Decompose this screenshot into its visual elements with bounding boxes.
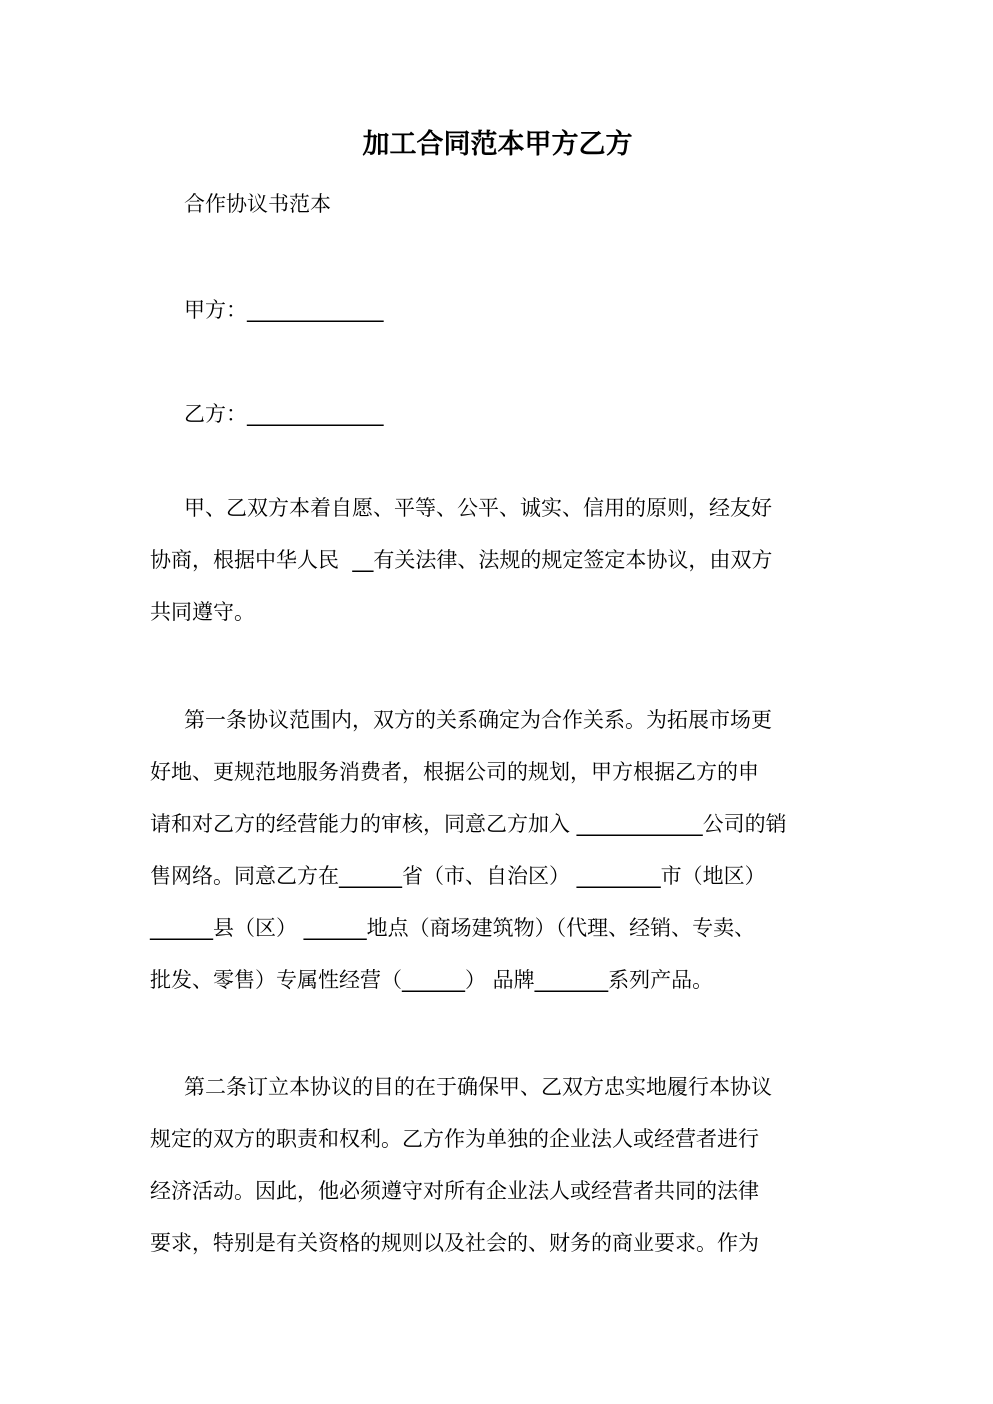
paragraph-article-2	[150, 1061, 845, 1269]
text-line: 规定的双方的职责和权利。乙方作为单独的企业法人或经营者进行	[150, 1127, 759, 1151]
document-subtitle: 合作协议书范本	[184, 192, 331, 216]
party-a-blank-line: 甲方：_____________	[184, 298, 384, 322]
text-line: 经济活动。因此，他必须遵守对所有企业法人或经营者共同的法律	[150, 1179, 759, 1203]
document-title: 加工合同范本甲方乙方	[362, 129, 633, 160]
text-line: 批发、零售）专属性经营（______） 品牌_______系列产品。	[150, 968, 714, 992]
text-line: 售网络。同意乙方在______省（市、自治区） ________市（地区）	[150, 864, 766, 888]
paragraph-preamble	[150, 482, 845, 638]
party-b-blank-line: 乙方：_____________	[184, 402, 384, 426]
paragraph-article-1	[150, 694, 845, 1006]
text-line: 好地、更规范地服务消费者，根据公司的规划，甲方根据乙方的申	[150, 760, 759, 784]
text-line: 请和对乙方的经营能力的审核，同意乙方加入 ____________公司的销	[150, 812, 787, 836]
text-line: 第一条协议范围内，双方的关系确定为合作关系。为拓展市场更	[184, 708, 772, 732]
text-line: 协商，根据中华人民 __有关法律、法规的规定签定本协议，由双方	[150, 548, 773, 572]
text-line: 要求，特别是有关资格的规则以及社会的、财务的商业要求。作为	[150, 1231, 759, 1255]
text-line: 共同遵守。	[150, 600, 255, 624]
text-line: ______县（区） ______地点（商场建筑物）（代理、经销、专卖、	[150, 916, 756, 940]
text-line: 第二条订立本协议的目的在于确保甲、乙双方忠实地履行本协议	[184, 1075, 772, 1099]
text-line: 甲、乙双方本着自愿、平等、公平、诚实、信用的原则，经友好	[184, 496, 772, 520]
